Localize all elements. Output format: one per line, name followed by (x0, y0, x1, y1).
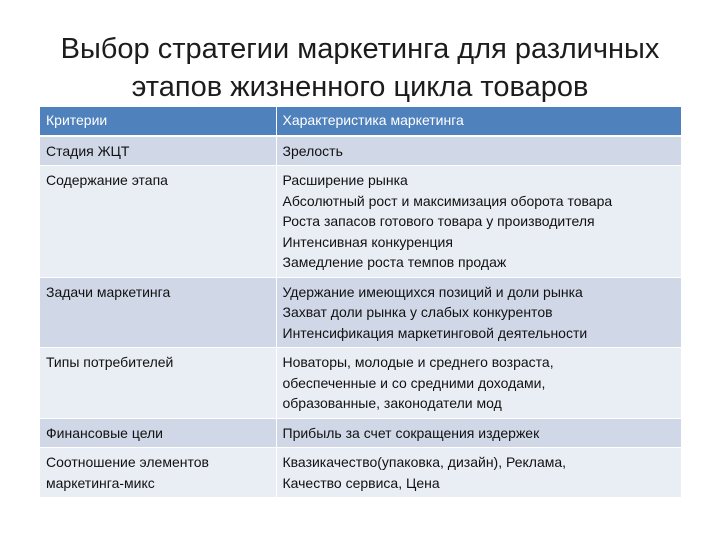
characteristic-text: Зрелость (282, 142, 343, 159)
criterion-text: маркетинга-микс (46, 474, 155, 491)
characteristic-cell (276, 277, 681, 348)
characteristic-cell (276, 418, 681, 448)
characteristic-text: Удержание имеющихся позиций и доли рынка (282, 283, 583, 300)
table-header-row (40, 107, 681, 136)
table-row (40, 448, 681, 498)
table-row (40, 166, 681, 278)
criterion-cell (40, 166, 276, 278)
characteristic-cell (276, 166, 681, 278)
criterion-text: Задачи маркетинга (46, 283, 171, 300)
characteristic-text: Интенсивная конкуренция (282, 233, 453, 250)
criterion-text: Типы потребителей (46, 354, 174, 370)
criterion-cell (40, 136, 276, 166)
criterion-text: Соотношение элементов (46, 454, 209, 470)
characteristic-text: Качество сервиса, Цена (282, 474, 440, 491)
characteristic-text: Прибыль за счет сокращения издержек (282, 424, 540, 441)
characteristic-text: Абсолютный рост и максимизация оборота товара (282, 192, 613, 209)
characteristic-text: Замедление роста темпов продаж (282, 254, 507, 270)
characteristic-cell (276, 136, 681, 166)
criterion-cell (40, 448, 276, 498)
characteristic-text: обеспеченные и со средними доходами, (282, 374, 546, 391)
slide-title (0, 30, 720, 106)
characteristic-text: Новаторы, молодые и среднего возраста, (282, 354, 554, 370)
characteristic-cell (276, 348, 681, 419)
marketing-strategy-table (40, 107, 681, 498)
characteristic-text: Интенсификация маркетинговой деятельности (282, 324, 588, 341)
characteristic-cell (276, 448, 681, 498)
table-row (40, 136, 681, 166)
characteristic-text: Роста запасов готового товара у производителя (282, 213, 595, 229)
criterion-cell (40, 418, 276, 448)
characteristic-text: образованные, законодатели мод (282, 395, 502, 411)
criterion-text: Содержание этапа (46, 172, 168, 188)
characteristic-text: Расширение рынка (282, 172, 408, 188)
column-header-characteristic: Характеристика маркетинга (276, 107, 681, 136)
criterion-text: Стадия ЖЦТ (46, 142, 130, 159)
column-header-criteria: Критерии (40, 107, 276, 136)
table-row (40, 348, 681, 419)
slide-title-line-1: Выбор стратегии маркетинга для различных (60, 33, 660, 65)
criterion-cell (40, 277, 276, 348)
characteristic-text: Квазикачество(упаковка, дизайн), Реклама, (282, 454, 567, 470)
table-row (40, 277, 681, 348)
slide-title-line-2: этапов жизненного цикла товаров (131, 71, 589, 103)
table-row (40, 418, 681, 448)
characteristic-text: Захват доли рынка у слабых конкурентов (282, 304, 553, 320)
criterion-cell (40, 348, 276, 419)
criterion-text: Финансовые цели (46, 424, 164, 441)
table-body (40, 136, 681, 498)
